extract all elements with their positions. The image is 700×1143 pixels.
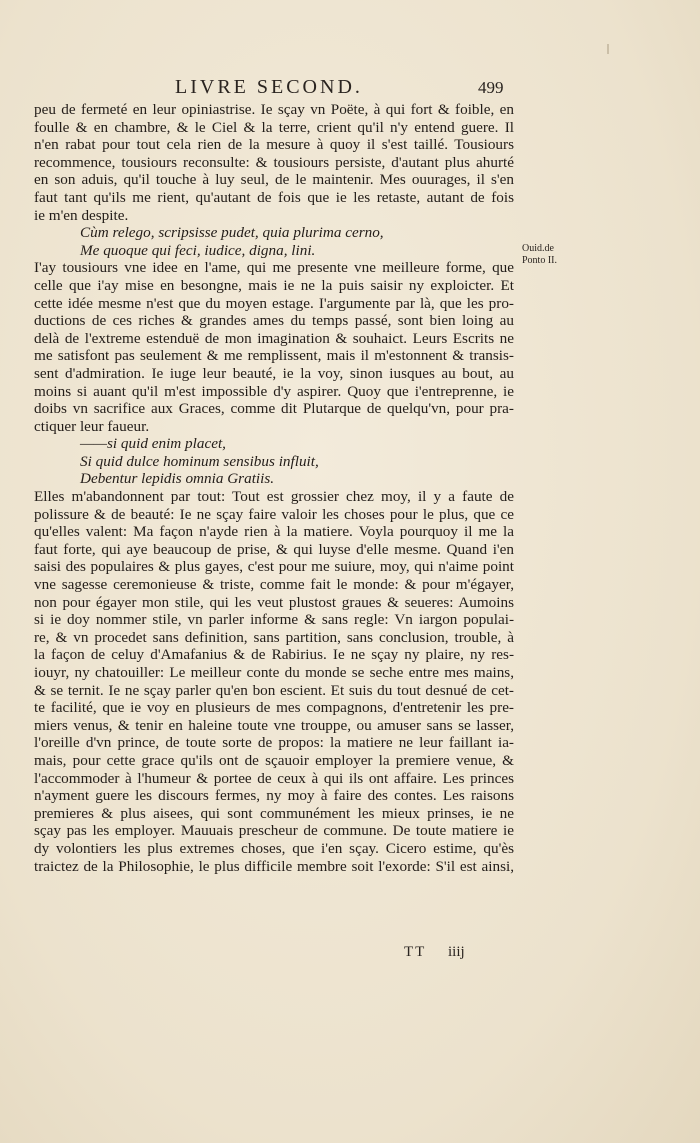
- text-line: Elles m'abandonnent par tout: Tout est grossier chez moy, il y a faute de: [34, 488, 514, 506]
- text-line: sçay pas les employer. Mauuais prescheur de commune. De toute matiere ie: [34, 822, 514, 840]
- text-line: ie m'en despite.: [34, 206, 129, 224]
- verse-line: ——si quid enim placet,: [80, 435, 226, 453]
- text-line: faut tant qu'ils me rient, qu'autant de fois que ie les retaste, autant de fois: [34, 188, 514, 206]
- text-line: cette idée mesme n'est que du moyen estage. I'argumente par là, que les pro-: [34, 294, 514, 312]
- gathering-number: iiij: [448, 944, 465, 960]
- text-line: delà de l'extreme estenduë de mon imagination & souhaict. Leurs Escrits ne: [34, 329, 514, 347]
- verse-line: Si quid dulce hominum sensibus influit,: [80, 452, 319, 470]
- page-number: 499: [478, 78, 504, 97]
- text-line: ctiquer leur faueur.: [34, 417, 150, 435]
- page-header: [0, 76, 700, 102]
- text-line: peu de fermeté en leur opiniastrise. Ie sçay vn Poëte, à qui fort & foible, en: [34, 101, 514, 118]
- text-line: recommence, tousiours reconsulte: & tousiours persiste, d'autant plus ahurté: [34, 153, 514, 171]
- body-text: [34, 101, 514, 875]
- text-line: la façon de celuy d'Amafanius & de Rabirius. Ie ne sçay ny plaire, ny res-: [34, 646, 514, 664]
- text-line: non pour égayer mon stile, qui les veut plustost graues & seueres: Aumoins: [34, 593, 514, 611]
- text-line: en son aduis, qu'il touche à luy seul, de le maintenir. Mes ouurages, il s'en: [34, 171, 514, 189]
- text-line: n'en rabat pour tout cela rien de la mesure à quoy il s'est taillé. Tousiours: [34, 136, 514, 154]
- verse-line: Debentur lepidis omnia Gratiis.: [80, 470, 275, 488]
- text-line: moins si auant qu'il m'est impossible d'y aspirer. Quoy que i'entreprenne, ie: [34, 382, 514, 400]
- text-line: doibs vn sacrifice aux Graces, comme dit Plutarque de quelqu'vn, pour pra-: [34, 400, 514, 418]
- text-line: traictez de la Philosophie, le plus difficile membre soit l'exorde: S'il est ainsi,: [34, 857, 514, 875]
- page-footer: [0, 944, 700, 966]
- text-line: premieres & plus aisees, qui sont communément les mieux prinses, ie ne: [34, 804, 514, 822]
- margin-note-line: Ponto II.: [522, 255, 557, 266]
- text-line: foulle & en chambre, & le Ciel & la terre, crient qu'il n'y entend guere. Il: [34, 118, 514, 136]
- text-line: re, & vn procedet sans definition, sans partition, sans conclusion, trouble, à: [34, 628, 514, 646]
- signature-mark: TT: [404, 944, 427, 960]
- text-line: vne sagesse ceremonieuse & triste, comme fait le monde: & pour m'égayer,: [34, 576, 514, 594]
- text-line: iouyr, ny chatouiller: Le meilleur conte du monde se seche entre mes mains,: [34, 664, 514, 681]
- text-line: mais, pour cette grace qu'ils ont de sçauoir employer la premiere venue, &: [34, 751, 514, 769]
- text-line: me satisfont pas seulement & me remplissent, mais il m'estonnent & transis-: [34, 347, 514, 365]
- text-line: te facilité, que ie voy en plusieurs de mes compagnons, d'entretenir les pre-: [34, 699, 514, 717]
- text-line: dy volontiers les plus extremes choses, que i'en sçay. Cicero estime, qu'ès: [34, 839, 514, 857]
- text-line: miers venus, & tenir en haleine toute vne trouppe, ou amuser sans se lasser,: [34, 716, 514, 734]
- text-line: ductions de ces riches & grandes ames du temps passé, sont bien loing au: [34, 312, 514, 330]
- text-line: saisi des populaires & plus gayes, c'est pour me suiure, moy, qui n'aime point: [34, 558, 514, 576]
- text-line: polissure & de beauté: Ie ne sçay faire valoir les choses pour le plus, que ce: [34, 505, 514, 523]
- text-line: l'oreille d'vn prince, de toute sorte de propos: la matiere ne leur faillant ia-: [34, 734, 514, 752]
- text-line: n'ayment guere les discours fermes, ny moy à faire des contes. Les raisons: [34, 787, 514, 805]
- text-line: faut forte, qui aye beaucoup de prise, & qui luyse d'elle mesme. Quand i'en: [34, 540, 514, 558]
- text-line: & se ternit. Ie ne sçay parler qu'en bon escient. Et suis du tout desnué de cet-: [34, 681, 514, 699]
- verse-line: Me quoque qui feci, iudice, digna, lini.: [80, 241, 316, 259]
- verse-line: Cùm relego, scripsisse pudet, quia plurima cerno,: [80, 224, 384, 242]
- text-line: si ie doy nommer stile, vn parler informe & sans regle: Vn iargon populai-: [34, 611, 514, 629]
- running-title: LIVRE SECOND.: [175, 76, 363, 98]
- edge-mark: [607, 44, 609, 54]
- margin-note-line: Ouid.de: [522, 243, 554, 254]
- text-line: qu'elles valent: Ma façon n'ayde rien à la matiere. Voyla pourquoy il me la: [34, 523, 514, 541]
- text-line: sent d'admiration. Ie iuge leur beauté, ie la voy, sinon iusques au bout, au: [34, 364, 514, 382]
- margin-citation: [522, 243, 582, 267]
- text-line: I'ay tousiours vne idee en l'ame, qui me presente vne meilleure forme, que: [34, 259, 514, 277]
- text-line: l'accommoder à l'humeur & portee de ceux à qui ils ont affaire. Les princes: [34, 769, 514, 787]
- text-line: celle que i'ay mise en besongne, mais ie ne la puis saisir ny exploicter. Et: [34, 276, 514, 294]
